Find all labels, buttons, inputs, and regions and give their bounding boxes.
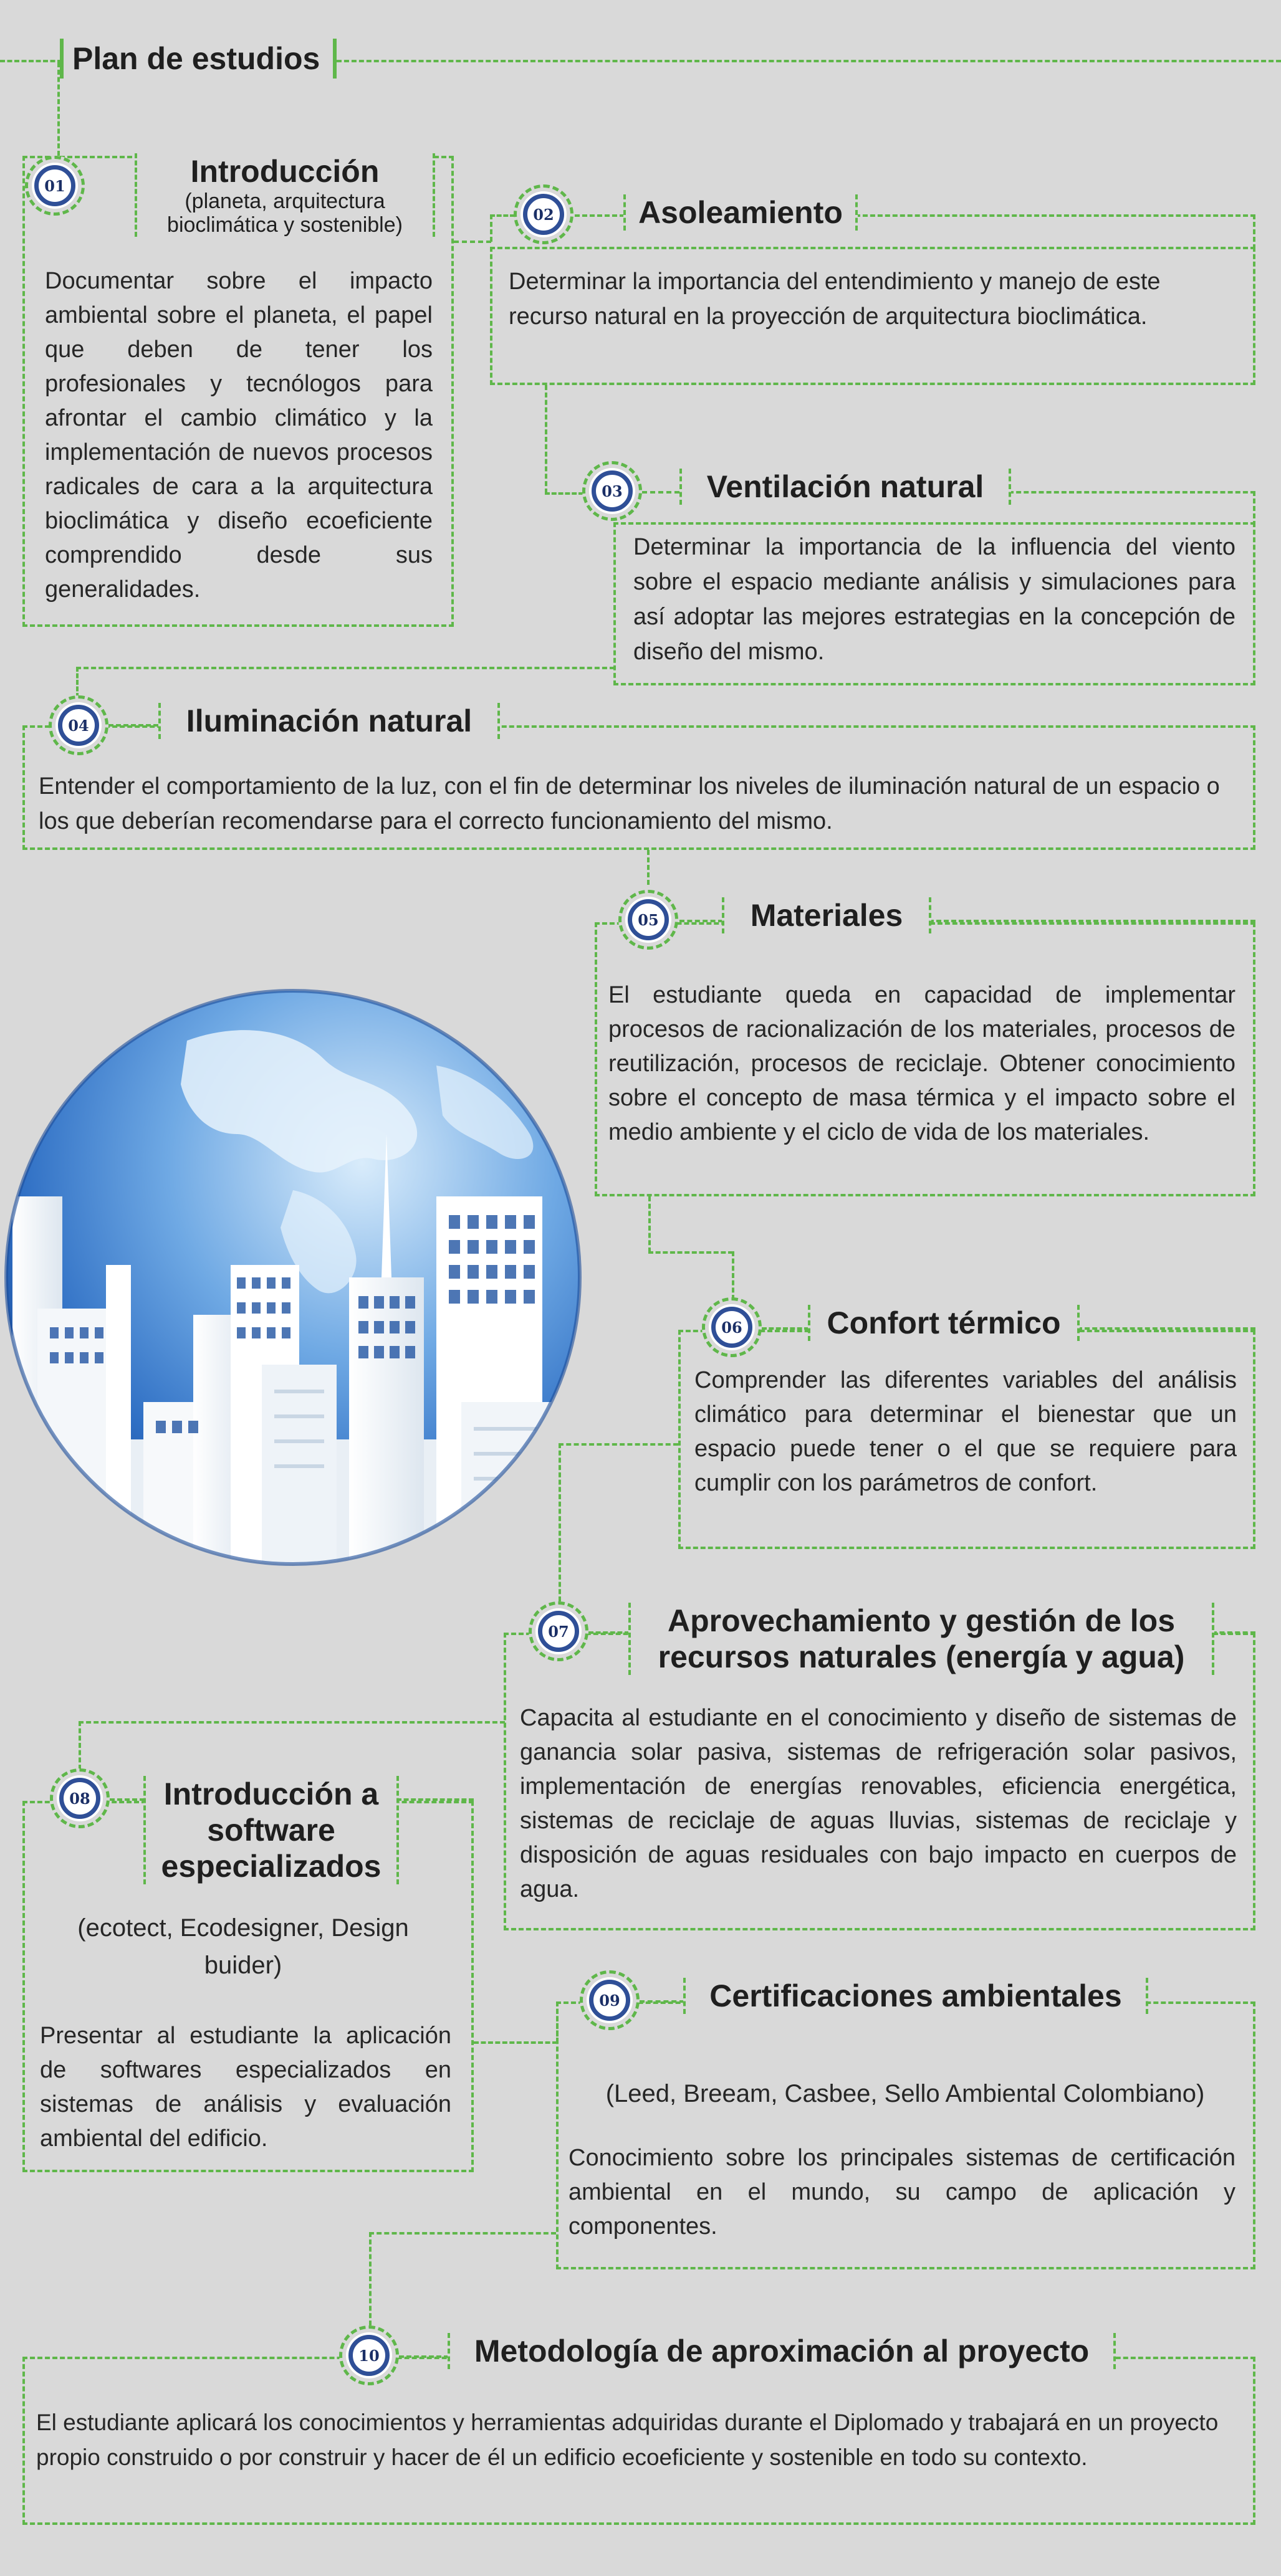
module-10-description: El estudiante aplicará los conocimientos y herramientas adquiridas durante el Diplomado y trabajará en un proyecto propio construido o por construir y hacer de él un edificio ecoeficiente y sostenible en todo su contexto. bbox=[36, 2410, 1219, 2470]
module-01-subtitle: (planeta, arquitectura bioclimática y sostenible) bbox=[167, 189, 403, 237]
module-04-badge bbox=[49, 695, 108, 755]
module-04-title: Iluminación natural bbox=[158, 703, 500, 739]
module-02-title: Asoleamiento bbox=[623, 194, 858, 231]
module-01-number: 01 bbox=[44, 176, 65, 195]
module-05-title: Materiales bbox=[722, 897, 931, 933]
module-01-description: Documentar sobre el impacto ambiental sobre el planeta, el papel que deben de tener los profesionales y tecnólogos para afrontar el cambio climático y la implementación de nuevos procesos radicales de cara a la arquitectura bioclimática y diseño ecoeficiente comprendido desde sus generalidades. bbox=[45, 268, 433, 603]
module-06-title: Confort térmico bbox=[808, 1305, 1080, 1341]
module-01-title: Introducción (planeta, arquitectura bioclimática y sostenible) bbox=[135, 153, 435, 237]
module-10-badge bbox=[339, 2326, 399, 2385]
module-08-title: Introducción a software especializados bbox=[143, 1776, 399, 1884]
module-03-title: Ventilación natural bbox=[679, 469, 1011, 505]
module-07-number: 07 bbox=[548, 1622, 569, 1641]
module-08-description: Presentar al estudiante la aplicación de softwares especializados en sistemas de análisis y evaluación ambiental del edificio. bbox=[40, 2023, 451, 2152]
module-06-description: Comprender las diferentes variables del análisis climático para determinar el bienestar que un espacio puede tener o el que se requiere para cumplir con los parámetros de confort. bbox=[694, 1367, 1237, 1496]
module-04-description: Entender el comportamiento de la luz, con el fin de determinar los niveles de iluminación natural de un espacio o los que deberían recomendarse para el correcto funcionamiento del mismo. bbox=[39, 773, 1220, 834]
module-03-badge bbox=[582, 461, 642, 521]
module-02-number: 02 bbox=[533, 205, 554, 224]
module-09-number: 09 bbox=[599, 1991, 620, 2010]
module-07-title: Aprovechamiento y gestión de los recursos naturales (energía y agua) bbox=[628, 1603, 1214, 1675]
module-05-badge bbox=[618, 890, 678, 950]
module-09-description: Conocimiento sobre los principales sistemas de certificación ambiental en el mundo, su campo de aplicación y componentes. bbox=[569, 2145, 1235, 2240]
module-09-title: Certificaciones ambientales bbox=[683, 1978, 1148, 2014]
page-title: Plan de estudios bbox=[60, 39, 337, 79]
module-03-number: 03 bbox=[602, 482, 623, 500]
module-06-badge bbox=[702, 1297, 762, 1357]
module-10-title: Metodología de aproximación al proyecto bbox=[448, 2333, 1116, 2369]
module-08-number: 08 bbox=[69, 1789, 90, 1808]
module-09-extra: (Leed, Breeam, Casbee, Sello Ambiental Colombiano) bbox=[605, 2080, 1205, 2107]
module-07-badge bbox=[529, 1601, 588, 1661]
module-02-description: Determinar la importancia del entendimiento y manejo de este recurso natural en la proyección de arquitectura bioclimática. bbox=[509, 269, 1161, 330]
module-09-badge bbox=[580, 1970, 640, 2030]
module-01-badge bbox=[25, 156, 85, 216]
module-06-number: 06 bbox=[721, 1318, 742, 1337]
globe-city-icon bbox=[0, 928, 586, 1664]
module-07-description: Capacita al estudiante en el conocimiento y diseño de sistemas de ganancia solar pasiva, sistemas de refrigeración solar pasivos, implementación de energías renovables, eficiencia energética, sistemas de reciclaje de aguas lluvias, sistemas de reciclaje y disposición de aguas residuales con bajo impacto en cuerpos de agua. bbox=[520, 1705, 1237, 1902]
module-03-description: Determinar la importancia de la influencia del viento sobre el espacio mediante análisis y simulaciones para así adoptar las mejores estrategias en la concepción de diseño del mismo. bbox=[633, 534, 1235, 665]
module-04-number: 04 bbox=[68, 716, 89, 735]
module-05-description: El estudiante queda en capacidad de implementar procesos de racionalización de los materiales, procesos de reutilización, procesos de reciclaje. Obtener conocimiento sobre el concepto de masa térmica y el impacto sobre el medio ambiente y el ciclo de vida de los materiales. bbox=[608, 982, 1235, 1145]
module-05-number: 05 bbox=[638, 910, 659, 929]
module-10-number: 10 bbox=[358, 2346, 380, 2365]
module-02-badge bbox=[514, 184, 573, 244]
module-08-badge bbox=[50, 1768, 110, 1828]
module-08-extra: (ecotect, Ecodesigner, Design buider) bbox=[77, 1914, 409, 1979]
